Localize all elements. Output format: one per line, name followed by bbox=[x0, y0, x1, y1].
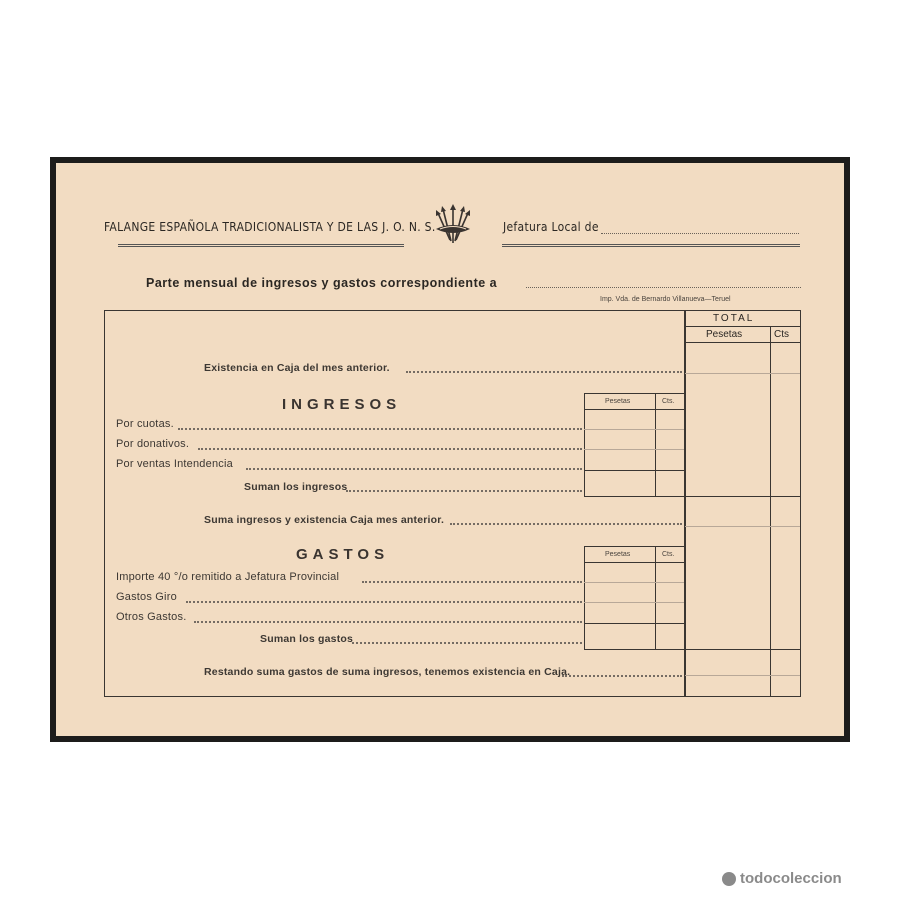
gastos-row-rule-2 bbox=[584, 602, 684, 603]
gastos-item-giro: Gastos Giro bbox=[116, 591, 177, 603]
gastos-item-importe: Importe 40 °/o remitido a Jefatura Provincial bbox=[116, 571, 340, 583]
ingresos-row-rule-2 bbox=[584, 449, 684, 450]
printer-credit: Imp. Vda. de Bernardo Villanueva—Teruel bbox=[600, 296, 731, 303]
yoke-and-arrows-icon bbox=[430, 203, 476, 249]
gastos-col-pesetas: Pesetas bbox=[605, 551, 631, 558]
organization-title: FALANGE ESPAÑOLA TRADICIONALISTA Y DE LAS J. O. N. S. bbox=[104, 220, 436, 234]
total-row-rule-4 bbox=[685, 649, 800, 650]
ingresos-col-cts: Cts. bbox=[662, 398, 675, 405]
existencia-anterior-leader bbox=[406, 371, 682, 373]
table-left-border bbox=[104, 310, 105, 697]
watermark-logo-icon bbox=[722, 872, 736, 886]
gastos-leader-importe bbox=[362, 581, 582, 583]
table-right-border bbox=[800, 310, 801, 697]
restando-label: Restando suma gastos de suma ingresos, tenemos existencia en Caja. bbox=[204, 666, 571, 678]
total-row-rule-2 bbox=[685, 496, 800, 497]
gastos-sum-label: Suman los gastos bbox=[260, 633, 354, 645]
ingresos-sum-leader bbox=[346, 490, 582, 492]
table-bottom-border bbox=[104, 696, 800, 697]
total-row-rule-1 bbox=[685, 373, 800, 374]
total-header: TOTAL bbox=[713, 313, 755, 324]
ingresos-box-top bbox=[584, 393, 684, 394]
jefatura-fill-line bbox=[601, 233, 799, 234]
total-col-cts: Cts bbox=[774, 329, 789, 340]
ingresos-row-rule-1 bbox=[584, 429, 684, 430]
ingresos-title: INGRESOS bbox=[282, 396, 402, 413]
form-paper bbox=[56, 163, 844, 736]
total-row-rule-5 bbox=[685, 675, 800, 676]
gastos-box-bottom bbox=[584, 649, 684, 650]
ingresos-leader-cuotas bbox=[178, 428, 582, 430]
ingresos-sum-rule bbox=[584, 470, 684, 471]
gastos-box-top bbox=[584, 546, 684, 547]
ingresos-item-ventas: Por ventas Intendencia bbox=[116, 458, 233, 470]
ingresos-sum-label: Suman los ingresos bbox=[244, 481, 348, 493]
ingresos-box-bottom bbox=[584, 496, 684, 497]
ingresos-leader-donativos bbox=[198, 448, 582, 450]
gastos-title: GASTOS bbox=[296, 546, 390, 563]
form-title: Parte mensual de ingresos y gastos correspondiente a bbox=[146, 276, 498, 290]
ingresos-leader-ventas bbox=[246, 468, 582, 470]
ingresos-item-donativos: Por donativos. bbox=[116, 438, 190, 450]
gastos-leader-otros bbox=[194, 621, 582, 623]
table-top-border bbox=[104, 310, 800, 311]
gastos-box-header-rule bbox=[584, 562, 684, 563]
period-fill-line bbox=[526, 287, 801, 288]
total-subheader-rule bbox=[685, 342, 800, 343]
ingresos-col-pesetas: Pesetas bbox=[605, 398, 631, 405]
gastos-sum-leader bbox=[352, 642, 582, 644]
total-col-pesetas: Pesetas bbox=[706, 329, 743, 340]
total-header-rule bbox=[685, 326, 800, 327]
total-cts-divider bbox=[770, 326, 771, 697]
ingresos-box-header-rule bbox=[584, 409, 684, 410]
suma-ingresos-existencia-leader bbox=[450, 523, 682, 525]
gastos-col-cts: Cts. bbox=[662, 551, 675, 558]
header-rule-right bbox=[502, 244, 800, 247]
gastos-sum-rule bbox=[584, 623, 684, 624]
gastos-leader-giro bbox=[186, 601, 582, 603]
header-rule-left bbox=[118, 244, 404, 247]
gastos-row-rule-1 bbox=[584, 582, 684, 583]
total-row-rule-3 bbox=[685, 526, 800, 527]
total-column-divider bbox=[684, 310, 686, 697]
restando-leader bbox=[562, 675, 682, 677]
watermark: todocoleccion bbox=[740, 870, 842, 887]
gastos-item-otros: Otros Gastos. bbox=[116, 611, 187, 623]
suma-ingresos-existencia-label: Suma ingresos y existencia Caja mes anterior. bbox=[204, 514, 445, 526]
ingresos-item-cuotas: Por cuotas. bbox=[116, 418, 174, 430]
existencia-anterior-label: Existencia en Caja del mes anterior. bbox=[204, 362, 390, 374]
jefatura-label: Jefatura Local de bbox=[503, 220, 599, 234]
